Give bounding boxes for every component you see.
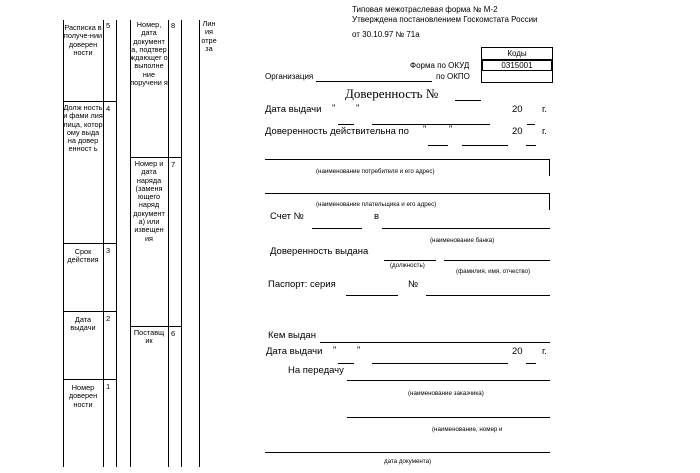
year-prefix: 20 [512,104,523,115]
position-line[interactable] [384,260,436,261]
account-label: Счет № [270,211,304,222]
issued-by-label: Кем выдан [268,330,316,341]
okud-label: Форма по ОКУД [410,61,470,70]
valid-year-line[interactable] [526,145,536,146]
stub-receipt-label: Расписка в получе-нии доверен ности [63,23,103,57]
organization-label: Организация [265,72,314,81]
receive-from-label: На передачу [288,365,344,376]
stub-num: 3 [106,246,111,255]
stub-issue-date-label: Дата выдачи [70,315,96,333]
stub-document-label: Номер, дата документ а, подтвер ждающег о выполне ние поручени я [130,20,168,88]
organization-line[interactable] [316,81,432,82]
quote-open: " [423,124,427,135]
stub-num: 8 [171,21,176,30]
power-of-attorney-number-line[interactable] [455,100,481,101]
customer-line[interactable] [347,380,550,381]
passport-number-label: № [408,279,419,290]
stub-num: 2 [106,314,111,323]
stub-row-divider [130,326,181,327]
position-caption: (должность) [390,262,425,269]
issue-month-line[interactable] [372,124,490,125]
issue2-month-line[interactable] [372,363,508,364]
valid-month-line[interactable] [462,145,508,146]
document-line[interactable] [347,417,550,418]
bank-caption: (наименование банка) [430,237,495,244]
stub-supplier-label: Поставщ ик [133,328,165,346]
approved-by: Утверждена постановлением Госкомстата России [352,15,538,24]
fio-line[interactable] [444,260,550,261]
stub-row-divider [63,101,116,102]
year-suffix: г. [542,126,547,137]
stub-number-label: Номер доверен ности [68,383,98,409]
cut-line [199,20,200,467]
issue-date-label: Дата выдачи [265,104,322,115]
stub-num: 7 [171,160,176,169]
stub-divider [181,20,182,467]
stub-num: 4 [106,104,111,113]
issued-to-label: Доверенность выдана [270,246,369,257]
payer-line-end [549,193,550,210]
form-title: Доверенность № [345,86,439,101]
doc-date-caption: дата документа) [384,458,432,465]
issue-day-line[interactable] [338,124,354,125]
year-prefix: 20 [512,346,523,357]
name-number-caption: (наименование, номер и [432,426,503,433]
year-suffix: г. [542,346,547,357]
passport-label: Паспорт: серия [268,279,336,290]
payer-caption: (наименование плательщика и его адрес) [316,201,437,208]
valid-day-line[interactable] [428,145,448,146]
quote-close: " [449,124,453,135]
account-number-line[interactable] [312,228,362,229]
stub-row-divider [130,157,181,158]
consumer-caption: (наименование потребителя и его адрес) [316,168,435,175]
bank-line[interactable] [382,228,550,229]
stub-row-divider [63,379,116,380]
quote-open: " [333,345,337,356]
stub-num: 1 [106,382,111,391]
issued-by-line[interactable] [320,342,550,343]
issue-year-line[interactable] [527,124,535,125]
issue2-year-line[interactable] [526,363,536,364]
codes-label: Коды [507,49,527,58]
form-type: Типовая межотраслевая форма № М-2 [352,5,498,14]
payer-line[interactable] [265,193,550,194]
issue2-day-line[interactable] [338,363,354,364]
consumer-line[interactable] [265,159,550,160]
year-prefix: 20 [512,126,523,137]
stub-order-label: Номер и дата наряда (заменя ющего наряд документ а) или извещен ия [133,159,165,243]
fio-caption: (фамилия, имя, отчество) [456,268,531,275]
stub-row-divider [63,311,116,312]
okpo-label: по ОКПО [436,72,470,81]
passport-number-line[interactable] [426,295,550,296]
in-label: в [374,211,380,222]
approval-date: от 30.10.97 № 71а [352,30,420,39]
cut-line-label: Лин ия отре за [201,19,217,53]
stub-row-divider [63,243,116,244]
quote-close: " [356,103,360,114]
stub-divider [116,20,117,467]
quote-open: " [332,103,336,114]
document-date-line[interactable] [265,452,550,453]
valid-until-label: Доверенность действительна по [265,126,409,137]
customer-caption: (наименование заказчика) [408,390,484,397]
year-suffix: г. [542,104,547,115]
okud-code: 0315001 [501,61,533,70]
stub-divider [168,20,169,467]
stub-validity-label: Срок действия [67,247,99,265]
consumer-line-end [549,159,550,176]
stub-num: 5 [106,21,111,30]
issue-date2-label: Дата выдачи [266,346,323,357]
quote-close: " [357,345,361,356]
passport-series-line[interactable] [346,295,398,296]
stub-num: 6 [171,329,176,338]
stub-position-label: Долж ность и фами лия лица, котор ому выда на довер енност ь [63,103,103,154]
